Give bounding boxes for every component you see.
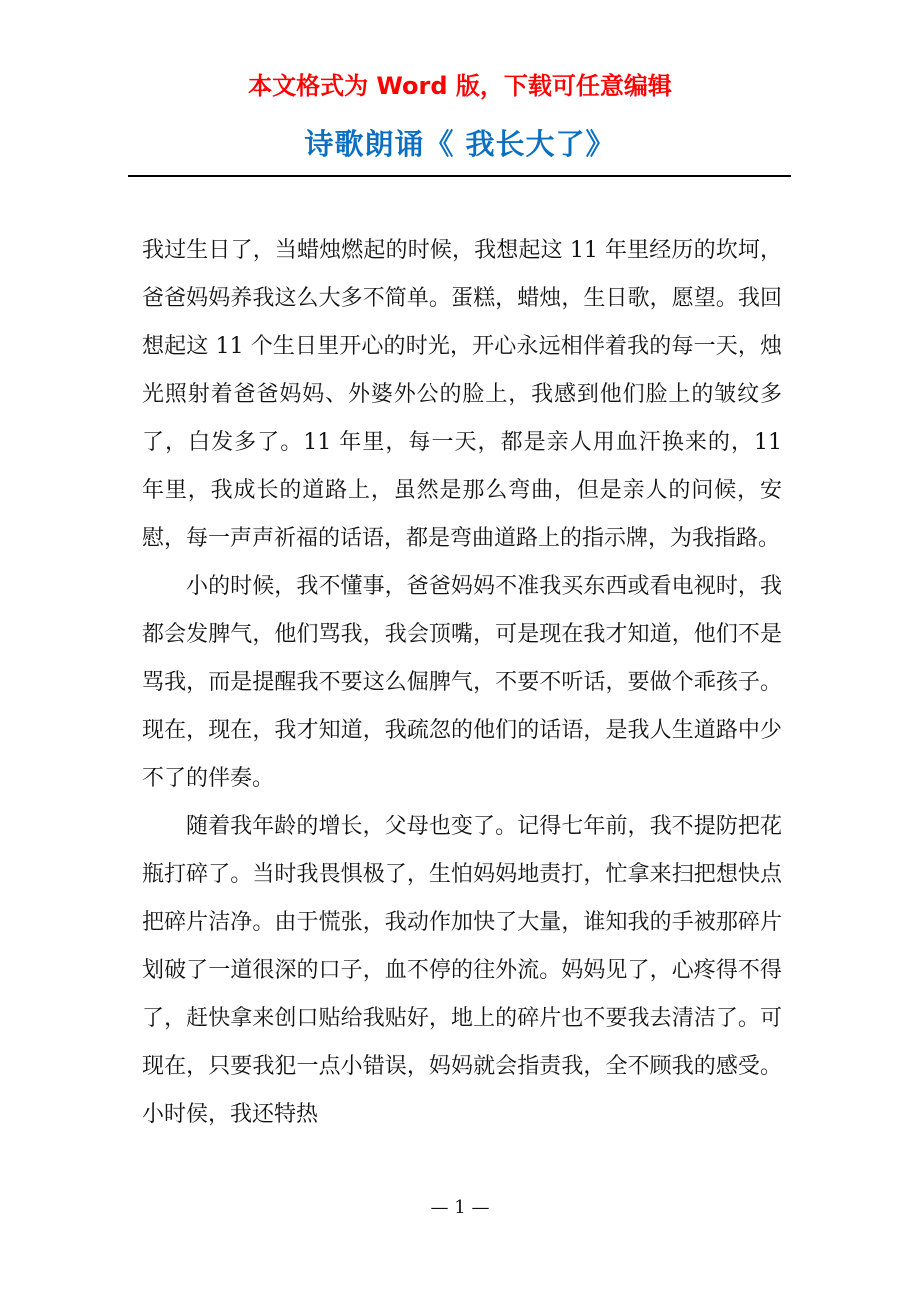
document-title: 诗歌朗诵《 我长大了》 (304, 127, 616, 161)
paragraph-3: 随着我年龄的增长，父母也变了。记得七年前，我不提防把花瓶打碎了。当时我畏惧极了，生怕妈妈地责打，忙拿来扫把想快点把碎片洁净。由于慌张，我动作加快了大量，谁知我的手被那碎片划破了一道很深的口子，血不停的往外流。妈妈见了，心疼得不得了，赶快拿来创口贴给我贴好，地上的碎片也不要我去清洁了。可现在，只要我犯一点小错误，妈妈就会指责我，全不顾我的感受。小时侯，我还特热 (142, 814, 782, 1127)
page-number: — 1 — (430, 1197, 490, 1218)
word-format-notice: 本文格式为 Word 版，下载可任意编辑 (248, 72, 672, 100)
paragraph-2: 小的时候，我不懂事，爸爸妈妈不准我买东西或看电视时，我都会发脾气，他们骂我，我会顶嘴，可是现在我才知道，他们不是骂我，而是提醒我不要这么倔脾气，不要不听话，要做个乖孩子。现在，现在，我才知道，我疏忽的他们的话语，是我人生道路中少不了的伴奏。 (142, 574, 782, 791)
paragraph-1: 我过生日了，当蜡烛燃起的时候，我想起这 11 年里经历的坎坷，爸爸妈妈养我这么大多不简单。蛋糕，蜡烛，生日歌，愿望。我回想起这 11 个生日里开心的时光，开心永远相伴着我的每一天，烛光照射着爸爸妈妈、外婆外公的脸上，我感到他们脸上的皱纹多了，白发多了。11 年里，每一天，都是亲人用血汗换来的，11 年里，我成长的道路上，虽然是那么弯曲，但是亲人的问候，安慰，每一声声祈福的话语，都是弯曲道路上的指示牌，为我指路。 (142, 238, 782, 551)
document-body (142, 227, 782, 1139)
title-divider (128, 175, 791, 177)
